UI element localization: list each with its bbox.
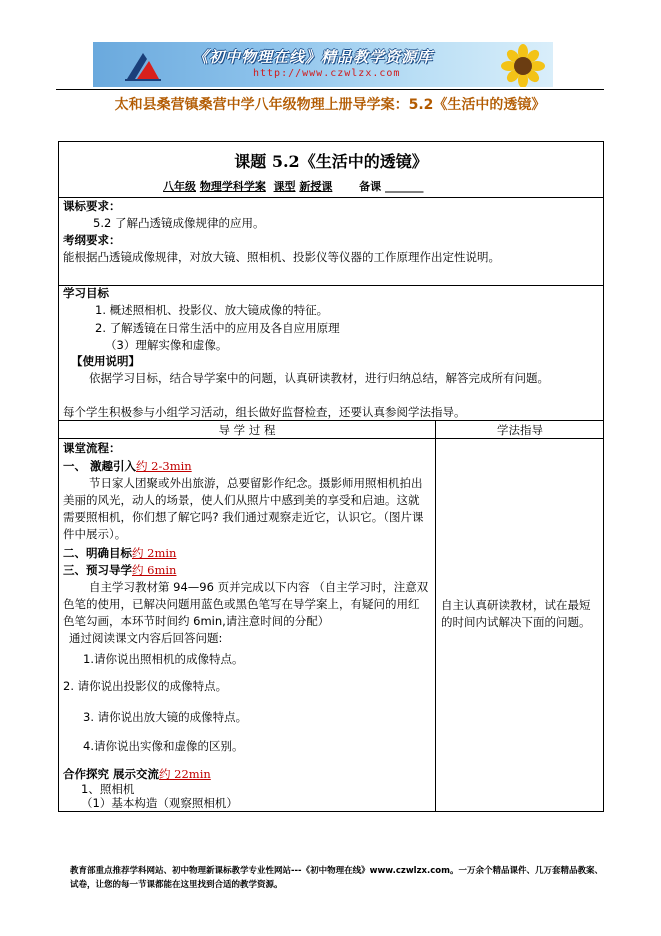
process-table xyxy=(58,420,604,812)
question-1: 1.请你说出照相机的成像特点。 xyxy=(83,652,244,666)
step-goals-time: 约 2min xyxy=(132,546,177,560)
step-preview-label: 三、预习导学 xyxy=(63,563,132,577)
divider xyxy=(59,285,603,286)
lesson-meta xyxy=(163,178,424,194)
exam-heading: 考纲要求： xyxy=(63,233,121,247)
step-warmup-time: 约 2-3min xyxy=(136,459,192,473)
step-collab xyxy=(63,766,211,782)
step-warmup-text: 节日家人团聚或外出旅游，总要留影作纪念。摄影师用照相机拍出美丽的风光，动人的场景，使人们从照片中感到美的享受和启迪。这就需要照相机，你们想了解它吗? 我们通过观察走近它，认识它。（图片课件中展示）。 xyxy=(63,476,424,541)
step-preview-text: 自主学习教材第 94—96 页并完成以下内容 （自主学习时，注意双色笔的使用，已解决问题用蓝色或黑色笔写在导学案上，有疑问的用红色笔勾画，本环节时间约 6min,请注意时间的分配） xyxy=(63,580,429,628)
usage-paragraph: 依据学习目标，结合导学案中的问题，认真研读教材，进行归纳总结，解答完成所有问题。 xyxy=(89,371,549,385)
question-2: 2. 请你说出投影仪的成像特点。 xyxy=(63,679,228,693)
step-goals xyxy=(63,545,176,561)
step-preview xyxy=(63,562,176,578)
goal-item: 2. 了解透镜在日常生活中的应用及各自应用原理 xyxy=(95,321,340,335)
standards-text: 5.2 了解凸透镜成像规律的应用。 xyxy=(93,216,265,230)
goal-item: （3）理解实像和虚像。 xyxy=(105,338,228,352)
goal-item: 1. 概述照相机、投影仪、放大镜成像的特征。 xyxy=(95,303,329,317)
banner-title: 《初中物理在线》精品教学资源库 xyxy=(193,48,434,66)
divider xyxy=(59,438,603,439)
usage-heading: 【使用说明】 xyxy=(71,354,140,368)
grade-suffix: 年级 xyxy=(174,180,196,193)
type-label: 课型 xyxy=(273,180,296,193)
grade-value: 八 xyxy=(163,180,174,193)
step-preview-time: 约 6min xyxy=(132,563,177,577)
prep-blank: _______ xyxy=(385,180,424,193)
exam-text: 能根据凸透镜成像规律，对放大镜、照相机、投影仪等仪器的工作原理作出定性说明。 xyxy=(63,250,500,264)
question-3: 3. 请你说出放大镜的成像特点。 xyxy=(83,710,248,724)
sunflower-icon xyxy=(497,44,549,87)
guide-column-header: 学法指导 xyxy=(497,423,543,437)
process-heading: 课堂流程： xyxy=(63,441,121,455)
lesson-title: 课题 5.2《生活中的透镜》 xyxy=(234,152,428,171)
step-collab-label: 合作探究 展示交流 xyxy=(63,767,160,781)
header-banner xyxy=(93,42,553,87)
usage-paragraph-2: 每个学生积极参与小组学习活动，组长做好监督检查，还要认真参阅学法指导。 xyxy=(63,405,466,419)
step-warmup-label: 一、 激趣引入 xyxy=(63,459,137,473)
site-logo-icon xyxy=(123,49,163,83)
header-rule xyxy=(56,89,604,90)
collab-item: 1、照相机 xyxy=(81,782,135,796)
guide-note: 自主认真研读教材，试在最短的时间内试解决下面的问题。 xyxy=(441,598,591,629)
prep-label: 备课 xyxy=(359,180,382,193)
page-footer: 教育部重点推荐学科网站、初中物理新课标教学专业性网站---《初中物理在线》www.czwlzx.com。一万余个精品课件、几万套精品教案、试卷，让您的每一节课都能在这里找到合适的教学资源。 xyxy=(70,866,603,890)
question-4: 4.请你说出实像和虚像的区别。 xyxy=(83,739,244,753)
step-warmup xyxy=(63,458,192,474)
divider xyxy=(59,197,603,198)
document-title: 太和县桑营镇桑营中学八年级物理上册导学案：5.2《生活中的透镜》 xyxy=(114,97,546,113)
step-collab-time: 约 22min xyxy=(159,767,211,781)
step-goals-label: 二、明确目标 xyxy=(63,546,132,560)
read-prompt: 通过阅读课文内容后回答问题: xyxy=(69,631,223,645)
subject-suffix: 学科学案 xyxy=(221,180,266,193)
type-value: 新授课 xyxy=(299,180,333,193)
goals-heading: 学习目标 xyxy=(63,286,109,300)
banner-url[interactable]: http://www.czwlzx.com xyxy=(253,68,401,79)
subject-value: 物理 xyxy=(199,180,222,193)
process-column-header: 导 学 过 程 xyxy=(218,423,276,437)
standards-heading: 课标要求： xyxy=(63,199,121,213)
column-divider xyxy=(435,421,436,811)
collab-subitem: （1）基本构造（观察照相机） xyxy=(81,796,238,810)
lesson-info-box xyxy=(58,141,604,421)
